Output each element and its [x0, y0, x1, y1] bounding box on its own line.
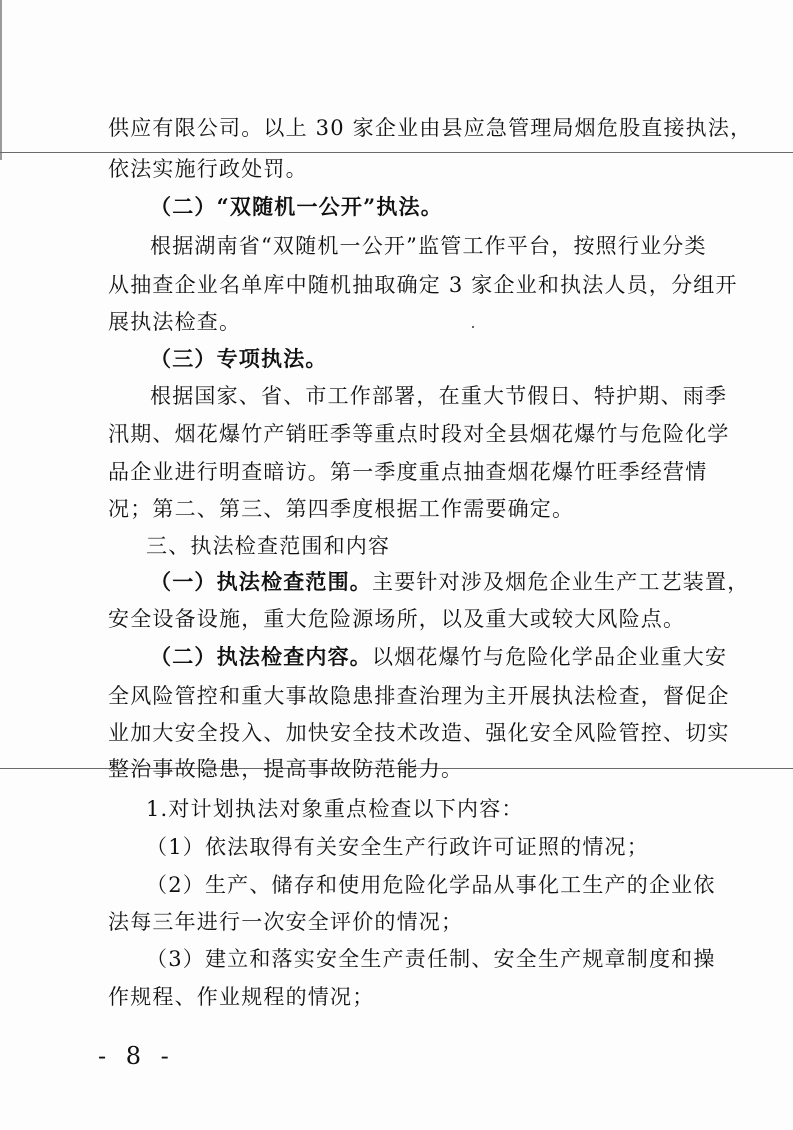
- paragraph-line: 整治事故隐患，提高事故防范能力。: [108, 757, 464, 781]
- list-item: （1）依法取得有关安全生产行政许可证照的情况；: [146, 835, 649, 859]
- content-text: 以烟花爆竹与危险化学品企业重大安: [372, 645, 728, 669]
- list-intro: 1.对计划执法对象重点检查以下内容：: [146, 797, 524, 821]
- list-item-continuation: 法每三年进行一次安全评价的情况；: [108, 910, 464, 934]
- paragraph-line: 根据湖南省“双随机一公开”监管工作平台，按照行业分类: [150, 234, 707, 258]
- list-item-continuation: 作规程、作业规程的情况；: [108, 985, 375, 1009]
- page-number: - 8 -: [98, 1042, 175, 1070]
- scope-paragraph-line: [150, 568, 750, 596]
- list-item: （2）生产、储存和使用危险化学品从事化工生产的企业依: [146, 873, 716, 897]
- chapter-heading: 三、执法检查范围和内容: [146, 534, 391, 558]
- paragraph-line: 况；第二、第三、第四季度根据工作需要确定。: [108, 497, 575, 521]
- section-heading: （二）“双随机一公开”执法。: [150, 194, 443, 219]
- scan-left-edge: [0, 0, 2, 160]
- scan-artifact-line: [0, 152, 793, 153]
- paragraph-line: 展执法检查。: [108, 310, 242, 334]
- paragraph-line: 依法实施行政处罚。: [108, 157, 308, 181]
- paragraph-line: 根据国家、省、市工作部署，在重大节假日、特护期、雨季: [150, 384, 728, 408]
- paragraph-line: 从抽查企业名单库中随机抽取确定 3 家企业和执法人员，分组开: [108, 273, 738, 297]
- paragraph-line: 全风险管控和重大事故隐患排查治理为主开展执法检查，督促企: [108, 684, 730, 708]
- list-item: （3）建立和落实安全生产责任制、安全生产规章制度和操: [146, 947, 716, 971]
- scope-text: 主要针对涉及烟危企业生产工艺装置，: [372, 570, 750, 594]
- paragraph-line: 业加大安全投入、加快安全技术改造、强化安全风险管控、切实: [108, 721, 730, 745]
- paragraph-line: 品企业进行明查暗访。第一季度重点抽查烟花爆竹旺季经营情: [108, 460, 708, 484]
- paragraph-line: 汛期、烟花爆竹产销旺季等重点时段对全县烟花爆竹与危险化学: [108, 422, 730, 446]
- paragraph-line: 供应有限公司。以上 30 家企业由县应急管理局烟危股直接执法，: [108, 116, 753, 140]
- content-paragraph-line: [150, 643, 750, 671]
- section-heading: （三）专项执法。: [150, 346, 328, 371]
- paragraph-line: 安全设备设施，重大危险源场所，以及重大或较大风险点。: [108, 607, 686, 631]
- content-heading: （二）执法检查内容。: [150, 644, 372, 669]
- scope-heading: （一）执法检查范围。: [150, 569, 372, 594]
